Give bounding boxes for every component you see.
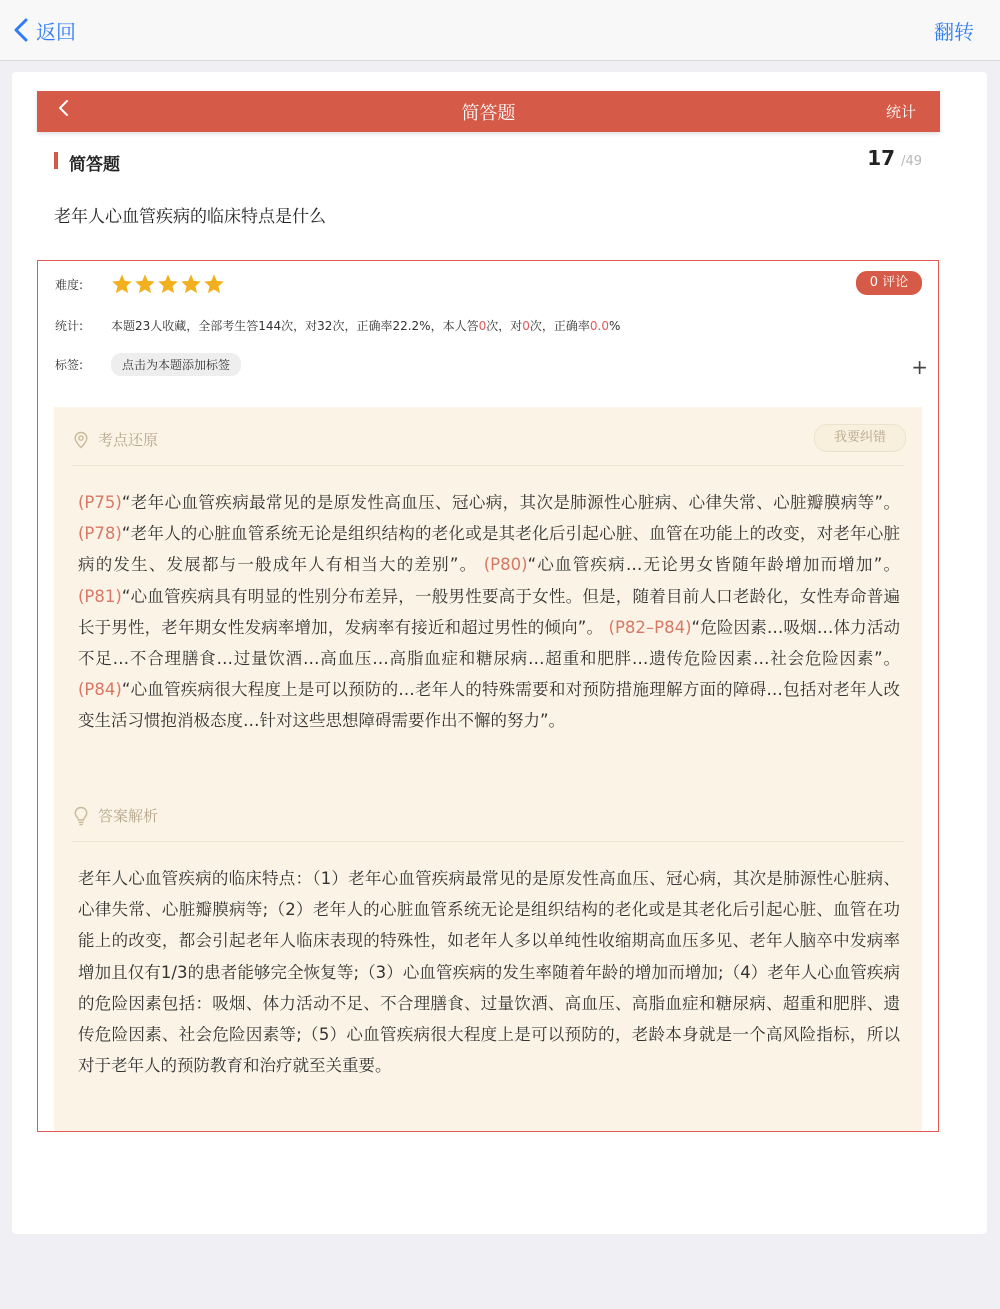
- lightbulb-icon: [72, 806, 90, 826]
- knowledge-section-header: [72, 429, 158, 450]
- question-page: [12, 72, 987, 1234]
- stats-text: 本题23人收藏，全部考生答144次，对32次，正确率22.2%，本人答0次，对0次，正确率0.0%: [111, 319, 621, 333]
- explanation-panel: [54, 407, 922, 1131]
- star-icon: [203, 273, 225, 295]
- section-divider: [72, 841, 904, 842]
- stats-row: [55, 317, 620, 334]
- header-title: 简答题: [461, 103, 516, 124]
- question-header: [54, 146, 922, 175]
- add-tag-plus-icon[interactable]: +: [911, 355, 928, 379]
- question-type-label: 简答题: [69, 155, 120, 175]
- chevron-left-icon: [14, 18, 28, 42]
- current-question-number: 17: [867, 146, 896, 170]
- star-icon: [134, 273, 156, 295]
- answer-box: [37, 260, 939, 1132]
- star-icon: [111, 273, 133, 295]
- question-text: 老年人心血管疾病的临床特点是什么: [54, 207, 326, 227]
- star-icon: [180, 273, 202, 295]
- back-label: 返回: [36, 19, 76, 44]
- knowledge-text: (P75)“老年心血管疾病最常见的是原发性高血压、冠心病，其次是肺源性心脏病、心律失常、心脏瓣膜病等”。 (P78)“老年人的心脏血管系统无论是组织结构的老化或是其老化后引起心脏、血管在功能上的改变，对老年心脏病的发生、发展都与一般成年人有相当大的差别”。 (P80)“心血管疾病…无论男女皆随年龄增加而增加”。 (P81)“心血管疾病具有明显的性别分布差异，一般男性要高于女性。但是，随着目前人口老龄化，女性寿命普遍长于男性，老年期女性发病率增加，发病率有接近和超过男性的倾向”。 (P82–P84)“危险因素…吸烟…体力活动不足…不合理膳食…过量饮酒…高血压…高脂血症和糖尿病…超重和肥胖…遗传危险因素…社会危险因素”。 (P84)“心血管疾病很大程度上是可以预防的…老年人的特殊需要和对预防措施理解方面的障碍…包括对老年人改变生活习惯抱消极态度…针对这些思想障碍需要作出不懈的努力”。: [78, 493, 900, 731]
- add-tag-button[interactable]: 点击为本题添加标签: [111, 353, 241, 376]
- top-nav-bar: [0, 0, 1000, 61]
- star-icon: [157, 273, 179, 295]
- total-questions: /49: [901, 154, 922, 169]
- analysis-section-header: [72, 805, 158, 826]
- knowledge-title: 考点还原: [98, 431, 159, 449]
- flip-button[interactable]: 翻转: [934, 20, 974, 44]
- difficulty-label: 难度:: [55, 277, 84, 292]
- analysis-text: 老年人心血管疾病的临床特点：（1）老年心血管疾病最常见的是原发性高血压、冠心病，其次是肺源性心脏病、心律失常、心脏瓣膜病等;（2）老年人的心脏血管系统无论是组织结构的老化或是其老化后引起心脏、血管在功能上的改变，都会引起老年人临床表现的特殊性，如老年人多以单纯性收缩期高血压多见、老年人脑卒中发病率增加且仅有1/3的患者能够完全恢复等;（3）心血管疾病的发生率随着年龄的增加而增加;（4）老年人心血管疾病的危险因素包括：吸烟、体力活动不足、不合理膳食、过量饮酒、高血压、高脂血症和糖尿病、超重和肥胖、遗传危险因素、社会危险因素等;（5）心血管疾病很大程度上是可以预防的，老龄本身就是一个高风险指标，所以对于老年人的预防教育和治疗就至关重要。: [78, 869, 900, 1076]
- back-button[interactable]: [14, 14, 76, 46]
- tags-label: 标签:: [55, 358, 84, 372]
- difficulty-row: [55, 273, 226, 295]
- stats-label: 统计:: [55, 319, 84, 333]
- report-error-button[interactable]: 我要纠错: [814, 424, 906, 452]
- tags-row: [55, 353, 241, 376]
- accent-bar: [54, 152, 58, 169]
- section-divider: [72, 465, 904, 466]
- question-counter: [867, 146, 922, 170]
- analysis-title: 答案解析: [98, 807, 159, 825]
- location-pin-icon: [72, 431, 90, 449]
- app-header: [37, 91, 940, 132]
- difficulty-stars: [111, 273, 226, 295]
- stats-button[interactable]: 统计: [885, 103, 916, 121]
- comment-button[interactable]: 0 评论: [856, 271, 922, 295]
